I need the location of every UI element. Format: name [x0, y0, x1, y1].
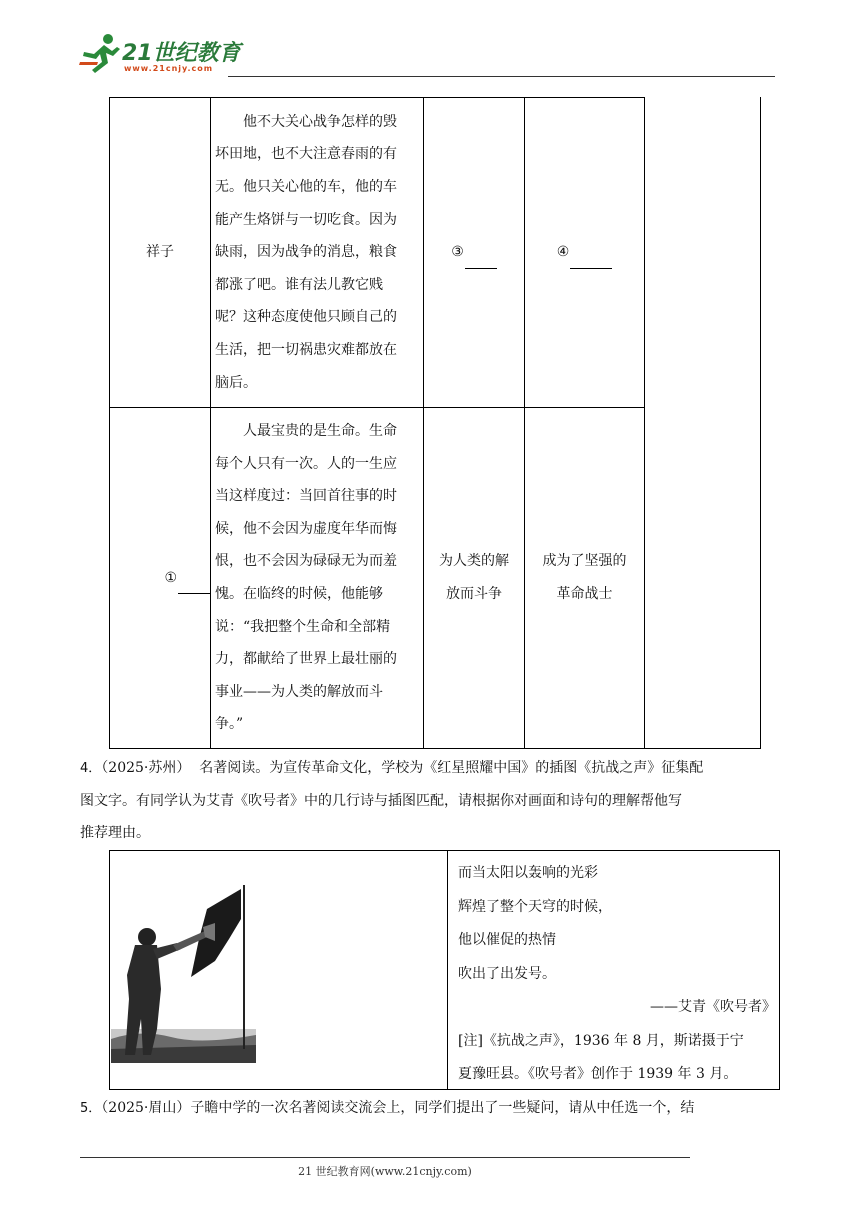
- empty-cell: [645, 98, 761, 408]
- table-row: [110, 408, 761, 749]
- poem-line: 吹出了出发号。: [458, 965, 556, 982]
- footer-rule: [80, 1157, 690, 1158]
- description-cell: 人最宝贵的是生命。生命 每个人只有一次。人的一生应 当这样度过：当回首往事的时 候，他不会因为虚度年华而悔 恨，也不会因为碌碌无为而羞 愧。在临终的时候，他能够 说：“我把整个生命和全部精 力，都献给了世界上最壮丽的 事业——为人类的解放而斗 争。”: [211, 408, 424, 749]
- empty-cell: [645, 408, 761, 749]
- logo-url: www.21cnjy.com: [124, 64, 214, 73]
- poem-note: [注]《抗战之声》，1936 年 8 月，斯诺摄于宁: [458, 1032, 744, 1049]
- runner-logo-icon: [78, 32, 124, 74]
- illustration-table: [109, 850, 780, 1090]
- poem-attribution: ——艾青《吹号者》: [650, 999, 776, 1015]
- description-cell: 他不大关心战争怎样的毁 坏田地，也不大注意春雨的有 无。他只关心他的车，他的车 能产生烙饼与一切吃食。因为 缺雨，因为战争的消息，粮食 都涨了吧。谁有法儿教它贱 呢？这种态度使他只顾自己的 生活，把一切祸患灾难都放在 脑后。: [211, 98, 424, 408]
- struggle-cell: 为人类的解 放而斗争: [424, 408, 525, 749]
- poem-line: 辉煌了整个天穹的时候，: [458, 898, 612, 915]
- answer-blank-3[interactable]: ③: [424, 98, 525, 408]
- answer-blank-1[interactable]: ①: [110, 408, 211, 749]
- character-table: [109, 97, 761, 749]
- character-name: 祥子: [110, 98, 211, 408]
- question-4: 4．（2025·苏州） 名著阅读。为宣传革命文化，学校为《红星照耀中国》的插图《抗战之声》征集配 图文字。有同学认为艾青《吹号者》中的几行诗与插图匹配，请根据你对画面和诗句的理解帮他写 推荐理由。: [80, 760, 704, 841]
- poem-line: 而当太阳以轰响的光彩: [458, 865, 598, 881]
- table-divider: [447, 851, 448, 1089]
- poem-note: 夏豫旺县。《吹号者》创作于 1939 年 3 月。: [458, 1066, 738, 1082]
- answer-blank-4[interactable]: ④: [525, 98, 645, 408]
- poem-line: 他以催促的热情: [458, 932, 556, 948]
- logo-text: 21世纪教育: [122, 41, 241, 66]
- question-5: 5．（2025·眉山）子瞻中学的一次名著阅读交流会上，同学们提出了一些疑问，请从中任选一个，结: [80, 1100, 695, 1116]
- page-header: [78, 32, 775, 82]
- header-rule: [228, 76, 775, 77]
- table-row: [110, 98, 761, 408]
- table-right-rule: [760, 97, 761, 748]
- bugler-photo: [111, 879, 256, 1063]
- poem-block: [458, 857, 776, 1092]
- footer: 21 世纪教育网(www.21cnjy.com): [298, 1165, 472, 1178]
- result-cell: 成为了坚强的 革命战士: [525, 408, 645, 749]
- logo: [78, 32, 258, 78]
